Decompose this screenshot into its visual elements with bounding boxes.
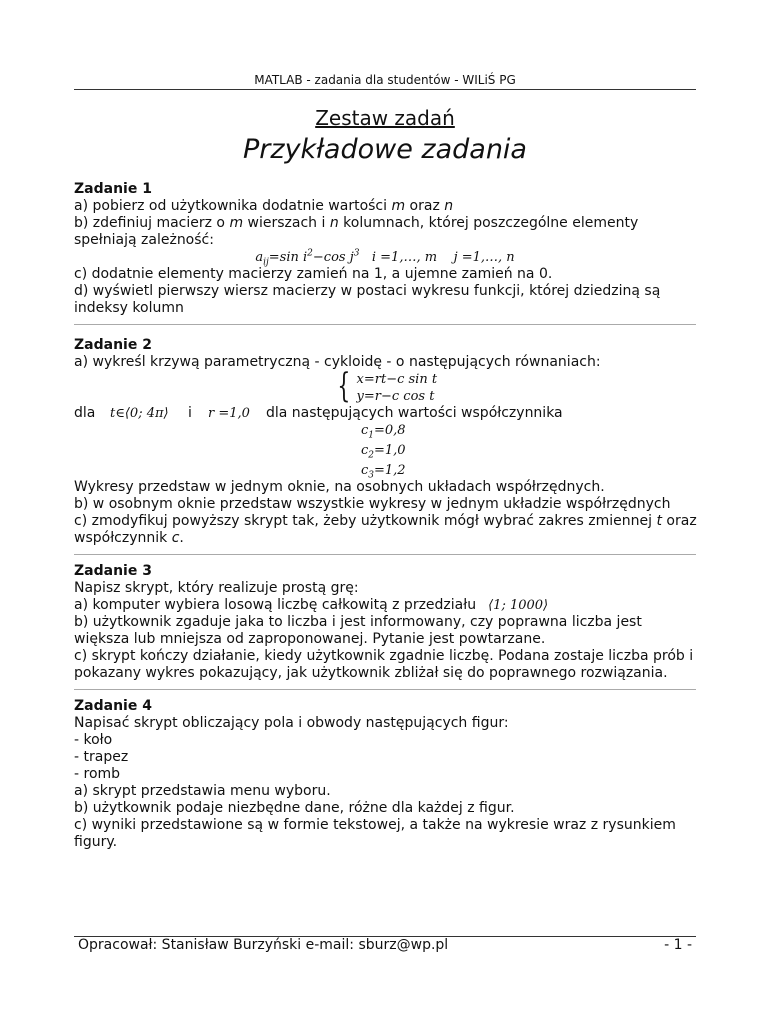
cycloid-equations — [74, 366, 696, 406]
task-1-formula: $a_{ij}=\sin$ $i^2-\cos$ $j^3$ i =1,…, m j =1,…, n — [255, 248, 515, 268]
task-3 — [74, 563, 696, 690]
task-4-intro: Napisać skrypt obliczający pola i obwody następujących figur: — [74, 715, 509, 731]
section-divider — [74, 689, 696, 690]
task-2-line-p1: Wykresy przedstaw w jednym oknie, na osobnych układach współrzędnych. — [74, 479, 605, 495]
section-divider — [74, 554, 696, 555]
task-4-line-c2: figury. — [74, 834, 118, 850]
coef-c1: $c_1=0,8$ — [361, 423, 406, 441]
task-2 — [74, 337, 696, 555]
figure-item-trapezoid: - trapez — [74, 749, 129, 765]
equation-y: y=r−c cos t — [356, 389, 435, 404]
task-1-heading: Zadanie 1 — [74, 181, 152, 197]
task-1-line-d2: indeksy kolumn — [74, 300, 184, 316]
task-2-line-c2: współczynnik c. — [74, 530, 184, 546]
document-page — [74, 0, 696, 1024]
brace-glyph: { — [337, 366, 351, 406]
task-1 — [74, 181, 696, 325]
task-4-line-b: b) użytkownik podaje niezbędne dane, różne dla każdej z figur. — [74, 800, 515, 816]
running-header: MATLAB - zadania dla studentów - WILiŚ PG — [254, 73, 516, 87]
task-3-heading: Zadanie 3 — [74, 563, 152, 579]
figure-item-rhombus: - romb — [74, 766, 121, 782]
task-3-line-a: a) komputer wybiera losową liczbę całkowitą z przedziału ⟨1; 1000⟩ — [74, 597, 549, 613]
document-subtitle: Zestaw zadań — [315, 106, 455, 130]
footer-page-number: - 1 - — [664, 937, 692, 953]
task-3-line-c2: pokazany wykres pokazujący, jak użytkownik zbliżał się do poprawnego rozwiązania. — [74, 665, 668, 681]
task-2-line-b: b) w osobnym oknie przedstaw wszystkie wykresy w jednym układzie współrzędnych — [74, 496, 671, 512]
task-3-intro: Napisz skrypt, który realizuje prostą grę: — [74, 580, 359, 596]
number-range: ⟨1; 1000⟩ — [488, 598, 549, 613]
t-range: t∈⟨0; 4π⟩ — [110, 406, 169, 421]
footer-author: Opracował: Stanisław Burzyński e-mail: sburz@wp.pl — [78, 937, 449, 953]
task-1-line-b2: spełniają zależność: — [74, 232, 214, 248]
document-title: Przykładowe zadania — [243, 134, 527, 165]
task-1-line-c: c) dodatnie elementy macierzy zamień na 1, a ujemne zamień na 0. — [74, 266, 553, 282]
coef-c2: $c_2=1,0$ — [361, 443, 406, 461]
task-1-line-a: a) pobierz od użytkownika dodatnie wartości m oraz n — [74, 198, 454, 214]
figure-item-circle: - koło — [74, 732, 113, 748]
task-4 — [74, 698, 696, 851]
task-1-line-d1: d) wyświetl pierwszy wiersz macierzy w postaci wykresu funkcji, której dziedziną są — [74, 283, 661, 299]
task-4-line-c1: c) wyniki przedstawione są w formie tekstowej, a także na wykresie wraz z rysunkiem — [74, 817, 676, 833]
task-2-line-c: c) zmodyfikuj powyższy skrypt tak, żeby użytkownik mógł wybrać zakres zmiennej t oraz — [74, 513, 697, 529]
section-divider — [74, 324, 696, 325]
coef-c3: $c_3=1,2$ — [361, 463, 406, 481]
r-value: r =1,0 — [208, 406, 250, 421]
task-2-domain-line: dla t∈⟨0; 4π⟩ i r =1,0 dla następujących wartości współczynnika — [74, 405, 563, 421]
task-2-heading: Zadanie 2 — [74, 337, 152, 353]
task-1-line-b1: b) zdefiniuj macierz o m wierszach i n kolumnach, której poszczególne elementy — [74, 215, 639, 231]
task-3-line-b2: większa lub mniejsza od zaproponowanej. Pytanie jest powtarzane. — [74, 631, 546, 647]
task-3-line-c1: c) skrypt kończy działanie, kiedy użytkownik zgadnie liczbę. Podana zostaje liczba prób i — [74, 648, 694, 664]
header-rule — [74, 89, 696, 90]
equation-x: x=rt−c sin t — [356, 372, 438, 387]
task-4-line-a: a) skrypt przedstawia menu wyboru. — [74, 783, 331, 799]
task-2-line-a: a) wykreśl krzywą parametryczną - cykloidę - o następujących równaniach: — [74, 354, 601, 370]
task-4-heading: Zadanie 4 — [74, 698, 152, 714]
task-3-line-b1: b) użytkownik zgaduje jaka to liczba i jest informowany, czy poprawna liczba jest — [74, 614, 642, 630]
